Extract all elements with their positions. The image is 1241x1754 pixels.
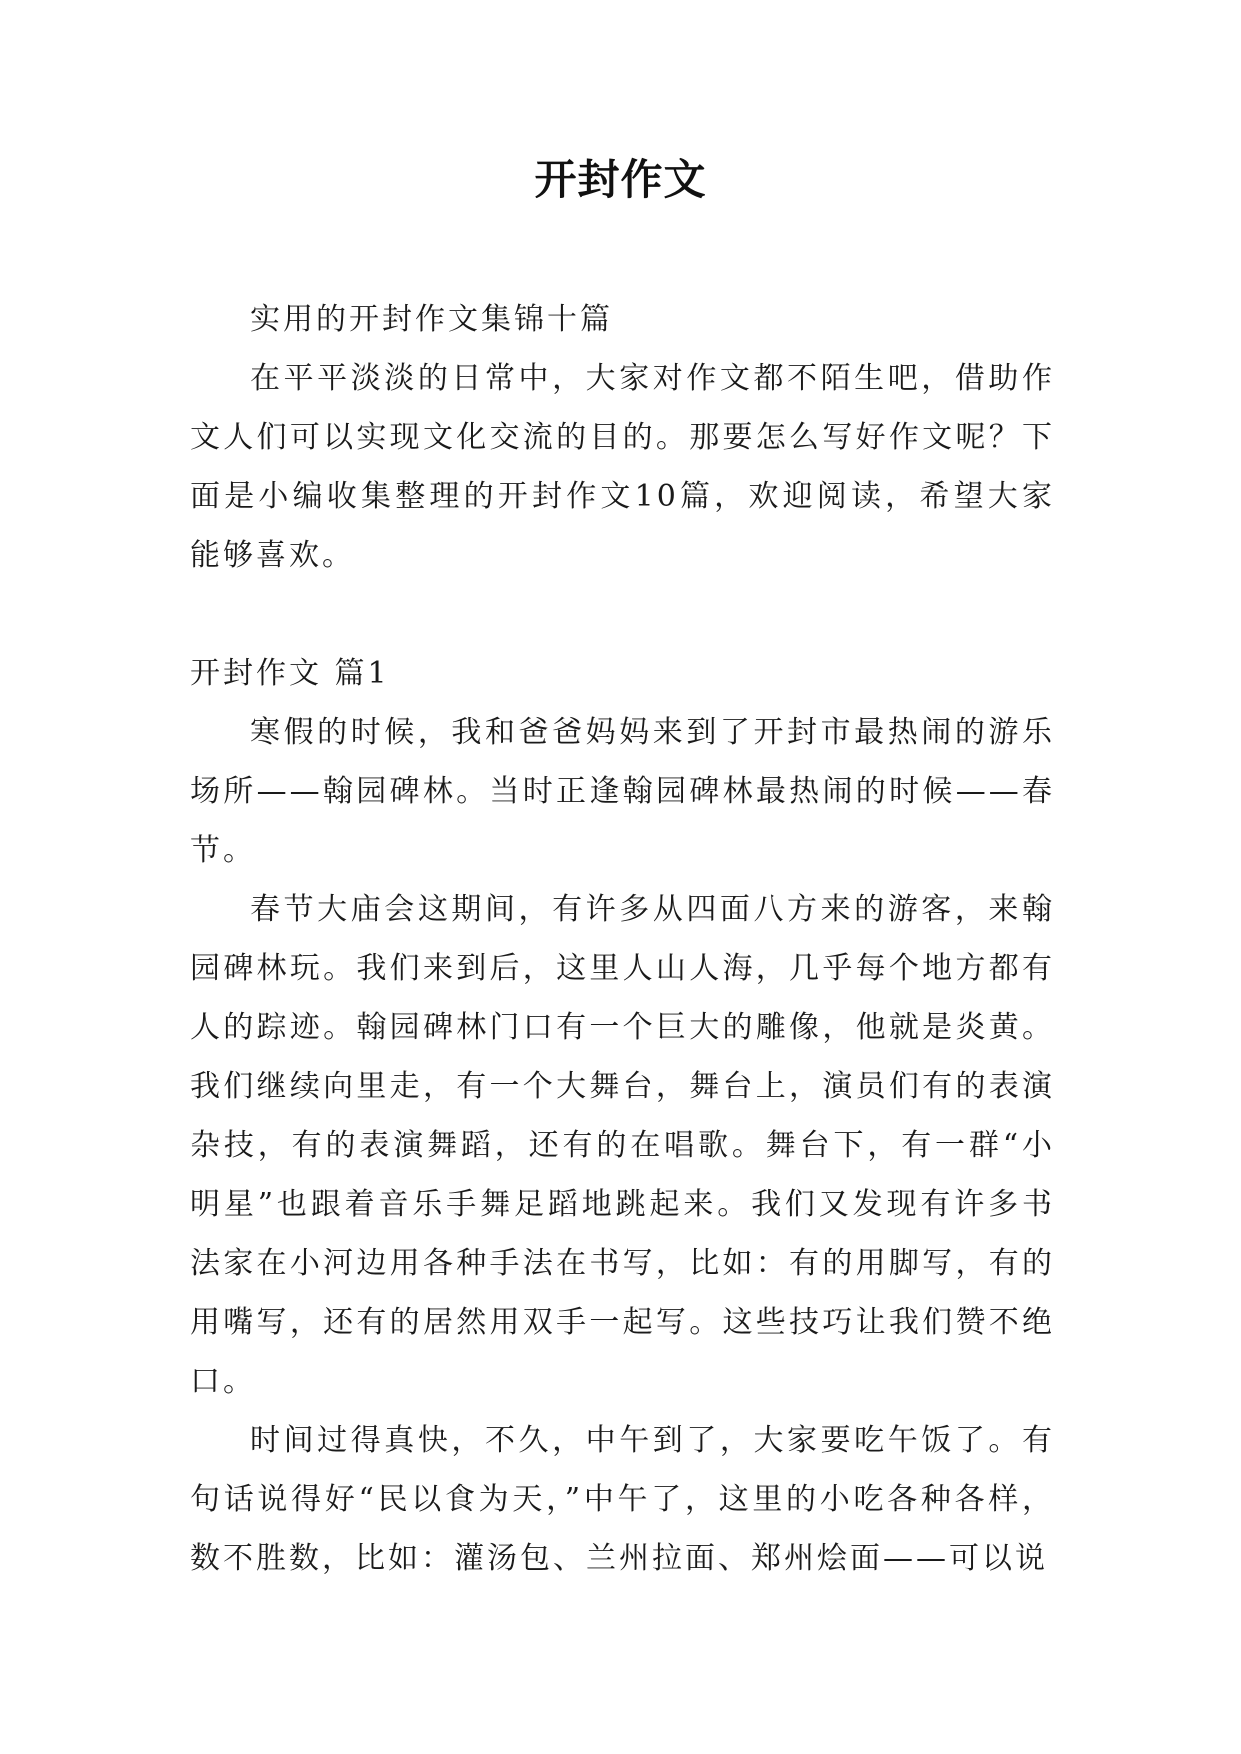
document-subtitle: 实用的开封作文集锦十篇 [250,302,613,337]
document-body [190,290,1055,1588]
paragraph-2: 春节大庙会这期间，有许多从四面八方来的游客，来翰园碑林玩。我们来到后，这里人山人海，几乎每个地方都有人的踪迹。翰园碑林门口有一个巨大的雕像，他就是炎黄。我们继续向里走，有一个大舞台，舞台上，演员们有的表演杂技，有的表演舞蹈，还有的在唱歌。舞台下，有一群“小明星”也跟着音乐手舞足蹈地跳起来。我们又发现有许多书法家在小河边用各种手法在书写，比如：有的用脚写，有的用嘴写，还有的居然用双手一起写。这些技巧让我们赞不绝口。 [190,892,1055,1399]
section-heading: 开封作文 篇1 [190,656,390,691]
paragraph-1: 寒假的时候，我和爸爸妈妈来到了开封市最热闹的游乐场所——翰园碑林。当时正逢翰园碑林最热闹的时候——春节。 [190,715,1055,868]
document-title: 开封作文 [534,155,707,204]
paragraph-3: 时间过得真快，不久，中午到了，大家要吃午饭了。有句话说得好“民以食为天，”中午了，这里的小吃各种各样，数不胜数，比如：灌汤包、兰州拉面、郑州烩面——可以说 [190,1423,1055,1576]
intro-paragraph: 在平平淡淡的日常中，大家对作文都不陌生吧，借助作文人们可以实现文化交流的目的。那要怎么写好作文呢？下面是小编收集整理的开封作文10篇，欢迎阅读，希望大家能够喜欢。 [190,361,1055,573]
